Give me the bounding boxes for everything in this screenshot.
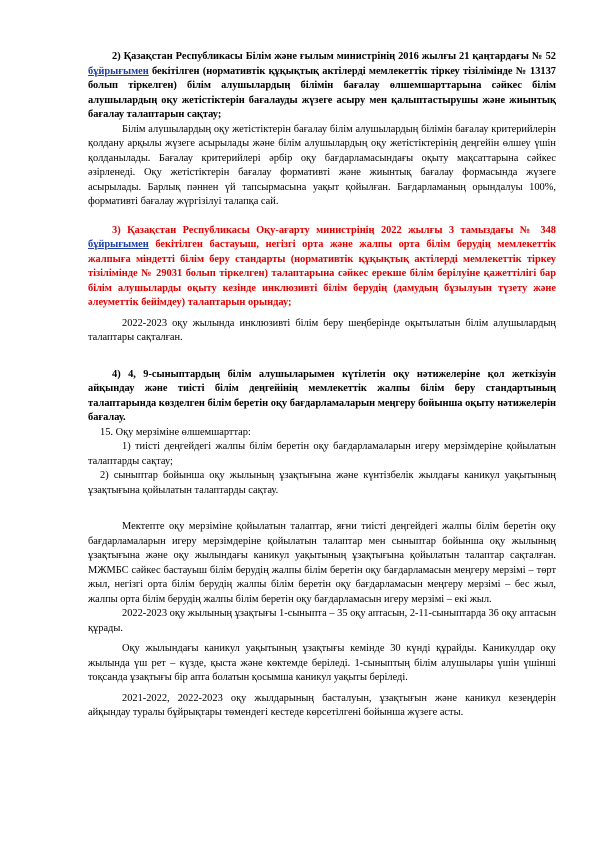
section-4-heading: 4) 4, 9-сыныптардың білім алушыларымен күтілетін оқу нәтижелеріне қол жеткізуін айқындау және тиісті білім деңгейінің мемлекеттік жалпы білім беру стандартының талаптарында көзделген білім беретін оқу бағдарламаларын меңгеру бойынша оқыту нәтижелерін бағалау. (88, 368, 556, 423)
paragraph-year-duration: 2022-2023 оқу жылының ұзақтығы 1-сыныпта – 35 оқу аптасын, 2-11-сыныптарда 36 оқу аптасын құрады. (88, 608, 556, 634)
item-15-criteria: 15. Оқу мерзіміне өлшемшарттар: (100, 426, 251, 438)
paragraph-study-terms: Мектепте оқу мерзіміне қойылатын талаптар, яғни тиісті деңгейдегі жалпы білім беретін оқу бағдарламаларын игеру мерзімдеріне қойылатын талаптар мен сыныптар бойынша оқу жылының ұзақтығына және оқу жылындағы каникул уақытының ұзақтығына қойылатын талаптар сақталған. МЖМБС сәйкес бастауыш білім берудің жалпы білім беретін оқу бағдарламасын меңгеру мерзімі – төрт жыл, негізгі орта білім берудің жалпы білім беретін оқу бағдарламасын меңгеру мерзімі – бес жыл, жалпы орта білім берудің жалпы білім беретін оқу бағдарламасын игеру мерзімі – екі жыл. (88, 521, 556, 605)
paragraph-holidays: Оқу жылындағы каникул уақытының ұзақтығы кемінде 30 күнді құрайды. Каникулдар оқу жылында үш рет – күзде, қыста және көктемде беріледі. 1-сыныптың білім алушылары үшін үшінші тоқсанда ұзақтығы бір апта болатын қосымша каникул уақыты беріледі. (88, 643, 556, 683)
paragraph-orders: 2021-2022, 2022-2023 оқу жылдарының басталуын, ұзақтығын және каникул кезеңдерін айқындау туралы бұйрықтары төмендегі кестеде көрсетілгені бойынша жүзеге асты. (88, 692, 556, 718)
order-link-52[interactable]: бұйрығымен (88, 65, 149, 77)
criteria-item-2: 2) сыныптар бойынша оқу жылының ұзақтығына және күнтізбелік жылдағы каникул уақытының ұзақтығына қойылатын талаптарды сақтау. (88, 470, 556, 496)
section-3-heading-text-cont: бекітілген бастауыш, негізгі орта және жалпы орта білім берудің мемлекеттік жалпыға міндетті білім беру стандарты (нормативтік құқықтық актілерді мемлекеттік тіркеу тізілімінде № 29031 болып тіркелген) талаптарына сәйкес ерекше білім берілуіне қажеттілігі бар білім алушыларды оқыту кезінде инклюзивті білім берудің (дамудың бұзылуын түзету және әлеуметтік бейімдеу) талаптарын орындау; (88, 239, 556, 308)
section-3-heading (88, 224, 556, 311)
section-2-heading (88, 50, 556, 123)
document-page (88, 50, 556, 721)
criteria-item-1: 1) тиісті деңгейдегі жалпы білім беретін оқу бағдарламаларын игеру мерзімдеріне қойылатын талаптарды сақтау; (88, 441, 556, 467)
section-2-heading-text: 2) Қазақстан Республикасы Білім және ғылым министрінің 2016 жылғы 21 қаңтардағы № 52 (112, 51, 556, 62)
section-2-body: Білім алушылардың оқу жетістіктерін бағалау білім алушылардың білімін бағалау критерийлерін қолдану арқылы жүзеге асырылады және білім алушылардың оқу жетістіктерінің деңгейін өлшеу үшін қолданылады. Бағалау критерийлері әрбір оқу бағдарламасындағы оқыту мақсаттарына сәйкес әзірленеді. Оқу жетістіктерін бағалау формативті және жиынтық бағалау формасында жүзеге асырылады. Барлық пәннен үй тапсырмасына уақыт қойылған. Бағдарламаның орындалуы 100%, формативті бағалау жүргізілуі талапқа сай. (88, 123, 556, 207)
section-2-heading-text-cont: бекітілген (нормативтік құқықтық актілерді мемлекеттік тіркеу тізілімінде № 13137 болып тіркелген) білім алушылардың білімін бағалау өлшемшарттарына сәйкес білім алушылардың оқу жетістіктерін бағалауды жүзеге асыру мен қалыптастырушы және жиынтық бағалау талаптарын сақтау; (88, 65, 556, 120)
section-3-body: 2022-2023 оқу жылында инклюзивті білім беру шеңберінде оқытылатын білім алушылардың талаптары сақталған. (88, 317, 556, 343)
order-link-348[interactable]: бұйрығымен (88, 239, 149, 250)
section-3-heading-text: 3) Қазақстан Республикасы Оқу-ағарту министрінің 2022 жылғы 3 тамыздағы № 348 (112, 224, 556, 236)
